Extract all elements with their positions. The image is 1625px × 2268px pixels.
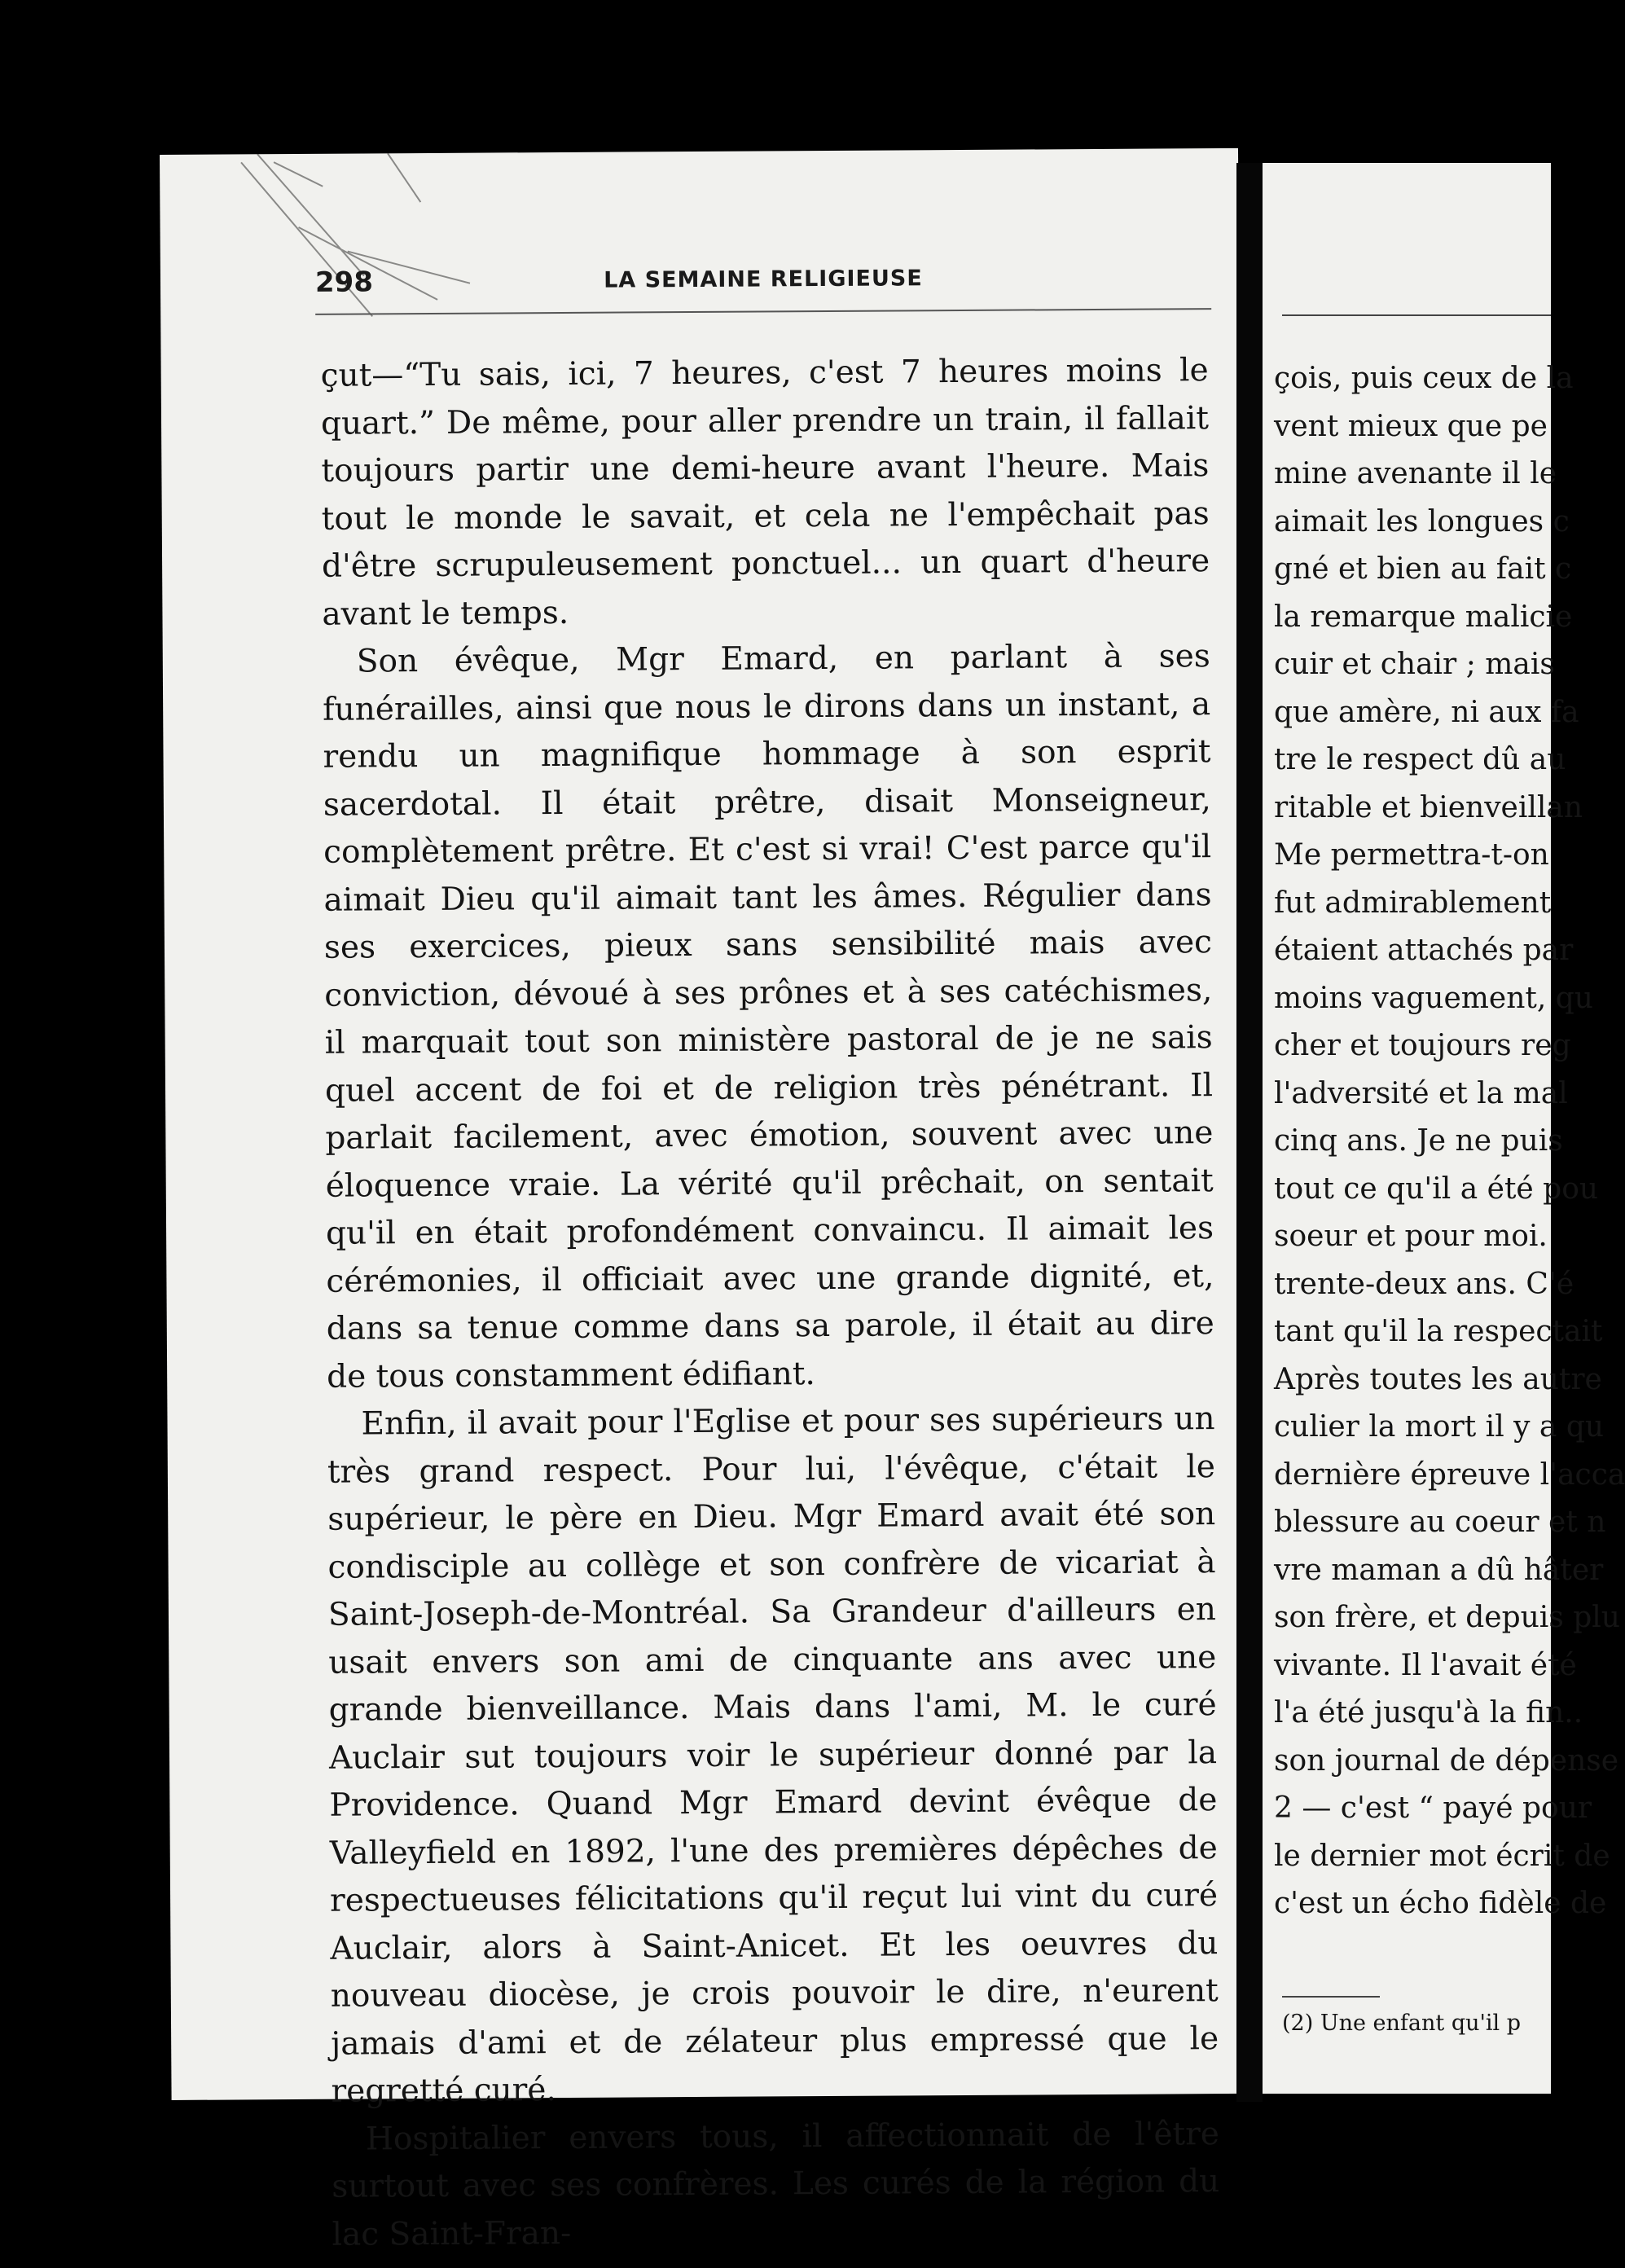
text-line: vre maman a dû hâter	[1274, 1553, 1604, 1587]
text-line: son frère, et depuis plu	[1274, 1601, 1620, 1634]
text-line: blessure au coeur et n	[1274, 1505, 1606, 1539]
text-line: trente-deux ans. C'é	[1274, 1267, 1574, 1301]
footnote-rule	[1282, 1996, 1380, 1998]
text-line: tout ce qu'il a été pou	[1274, 1171, 1599, 1206]
text-line: son journal de dépense	[1274, 1743, 1619, 1778]
text-line: gné et bien au fait c	[1274, 552, 1572, 586]
text-line: étaient attachés par	[1274, 934, 1574, 967]
text-line: moins vaguement, qu	[1274, 981, 1593, 1015]
text-line: culier la mort il y a qu	[1274, 1410, 1605, 1444]
paragraph-2: Son évêque, Mgr Emard, en parlant à ses funérailles, ainsi que nous le dirons dans un instant, a rendu un magnifique hommage à son esprit sacerdotal. Il était prêtre, disait Monseigneur, complètement prêtre. Et c'est si vrai! C'est parce qu'il aimait Dieu qu'il aimait tant les âmes. Régulier dans ses exercices, pieux sans sensibilité mais avec conviction, dévoué à ses prônes et à ses catéchismes, il marquait tout son ministère pastoral de je ne sais quel accent de foi et de religion très pénétrant. Il parlait facilement, avec émotion, souvent avec une éloquence vraie. La vérité qu'il prêchait, on sentait qu'il en était profondément convaincu. Il aimait les cérémonies, il officiait avec une grande dignité, et, dans sa tenue comme dans sa parole, il était au dire de tous constamment édifiant.	[323, 638, 1214, 1396]
text-line: le dernier mot écrit de	[1274, 1839, 1610, 1873]
text-line: tre le respect dû au	[1274, 743, 1566, 776]
text-line: Me permettra-t-on	[1274, 838, 1549, 872]
text-line: l'a été jusqu'à la fin..	[1274, 1696, 1583, 1730]
text-line: l'adversité et la mal	[1274, 1076, 1568, 1110]
text-line: c'est un écho fidèle de	[1274, 1887, 1607, 1920]
paragraph-4: Hospitalier envers tous, il affectionnait de l'être surtout avec ses confrères. Les curés de la région du lac Saint-Fran-	[332, 2115, 1220, 2253]
text-line: çois, puis ceux de la	[1274, 362, 1574, 395]
book-gutter	[1236, 163, 1263, 2102]
right-header-rule	[1282, 314, 1551, 316]
text-line: Après toutes les autre	[1274, 1362, 1602, 1396]
text-line: dernière épreuve l'acca	[1274, 1457, 1625, 1492]
text-line: cinq ans. Je ne puis	[1274, 1124, 1563, 1158]
text-line: que amère, ni aux fa	[1274, 695, 1579, 729]
text-line: ritable et bienveillan	[1274, 790, 1583, 824]
running-title: LA SEMAINE RELIGIEUSE	[604, 266, 923, 293]
left-page	[160, 148, 1250, 2253]
text-line: soeur et pour moi.	[1274, 1220, 1548, 1253]
text-line: fut admirablement	[1274, 886, 1552, 920]
text-line: vent mieux que pe	[1274, 409, 1548, 443]
right-page-text	[1274, 355, 1625, 1928]
text-line: cher et toujours reg	[1274, 1029, 1571, 1062]
text-line: vivante. Il l'avait été	[1274, 1648, 1577, 1682]
page-number: 298	[314, 266, 374, 299]
paragraph-1: çut—“Tu sais, ici, 7 heures, c'est 7 heures moins le quart.” De même, pour aller prendre un train, il fallait toujours partir une demi-heure avant l'heure. Mais tout le monde le savait, et cela ne l'empêchait pas d'être scrupuleusement ponctuel... un quart d'heure avant le temps.	[320, 352, 1210, 633]
paragraph-3: Enfin, il avait pour l'Eglise et pour ses supérieurs un très grand respect. Pour lui, l'évêque, c'était le supérieur, le père en Dieu. Mgr Emard avait été son condisciple au collège et son confrère de vicariat à Saint-Joseph-de-Montréal. Sa Grandeur d'ailleurs en usait envers son ami de cinquante ans avec une grande bienveillance. Mais dans l'ami, M. le curé Auclair sut toujours voir le supérieur donné par la Providence. Quand Mgr Emard devint évêque de Valleyfield en 1892, l'une des premières dépêches de respectueuses félicitations qu'il reçut lui vint du curé Auclair, alors à Saint-Anicet. Et les oeuvres du nouveau diocèse, je crois pouvoir le dire, n'eurent jamais d'ami et de zélateur plus empressé que le regretté curé.	[327, 1400, 1219, 2110]
footnote: (2) Une enfant qu'il p	[1282, 2011, 1522, 2036]
text-line: 2 — c'est “ payé pour	[1274, 1791, 1592, 1825]
body-text	[320, 347, 1219, 2259]
text-line: cuir et chair ; mais	[1274, 648, 1555, 681]
text-line: aimait les longues c	[1274, 504, 1570, 538]
right-page	[1263, 163, 1625, 2094]
text-line: mine avenante il le	[1274, 457, 1557, 490]
ink-scratch-marks	[225, 152, 519, 333]
text-line: la remarque malicie	[1274, 600, 1573, 634]
text-line: tant qu'il la respectait	[1274, 1315, 1603, 1348]
